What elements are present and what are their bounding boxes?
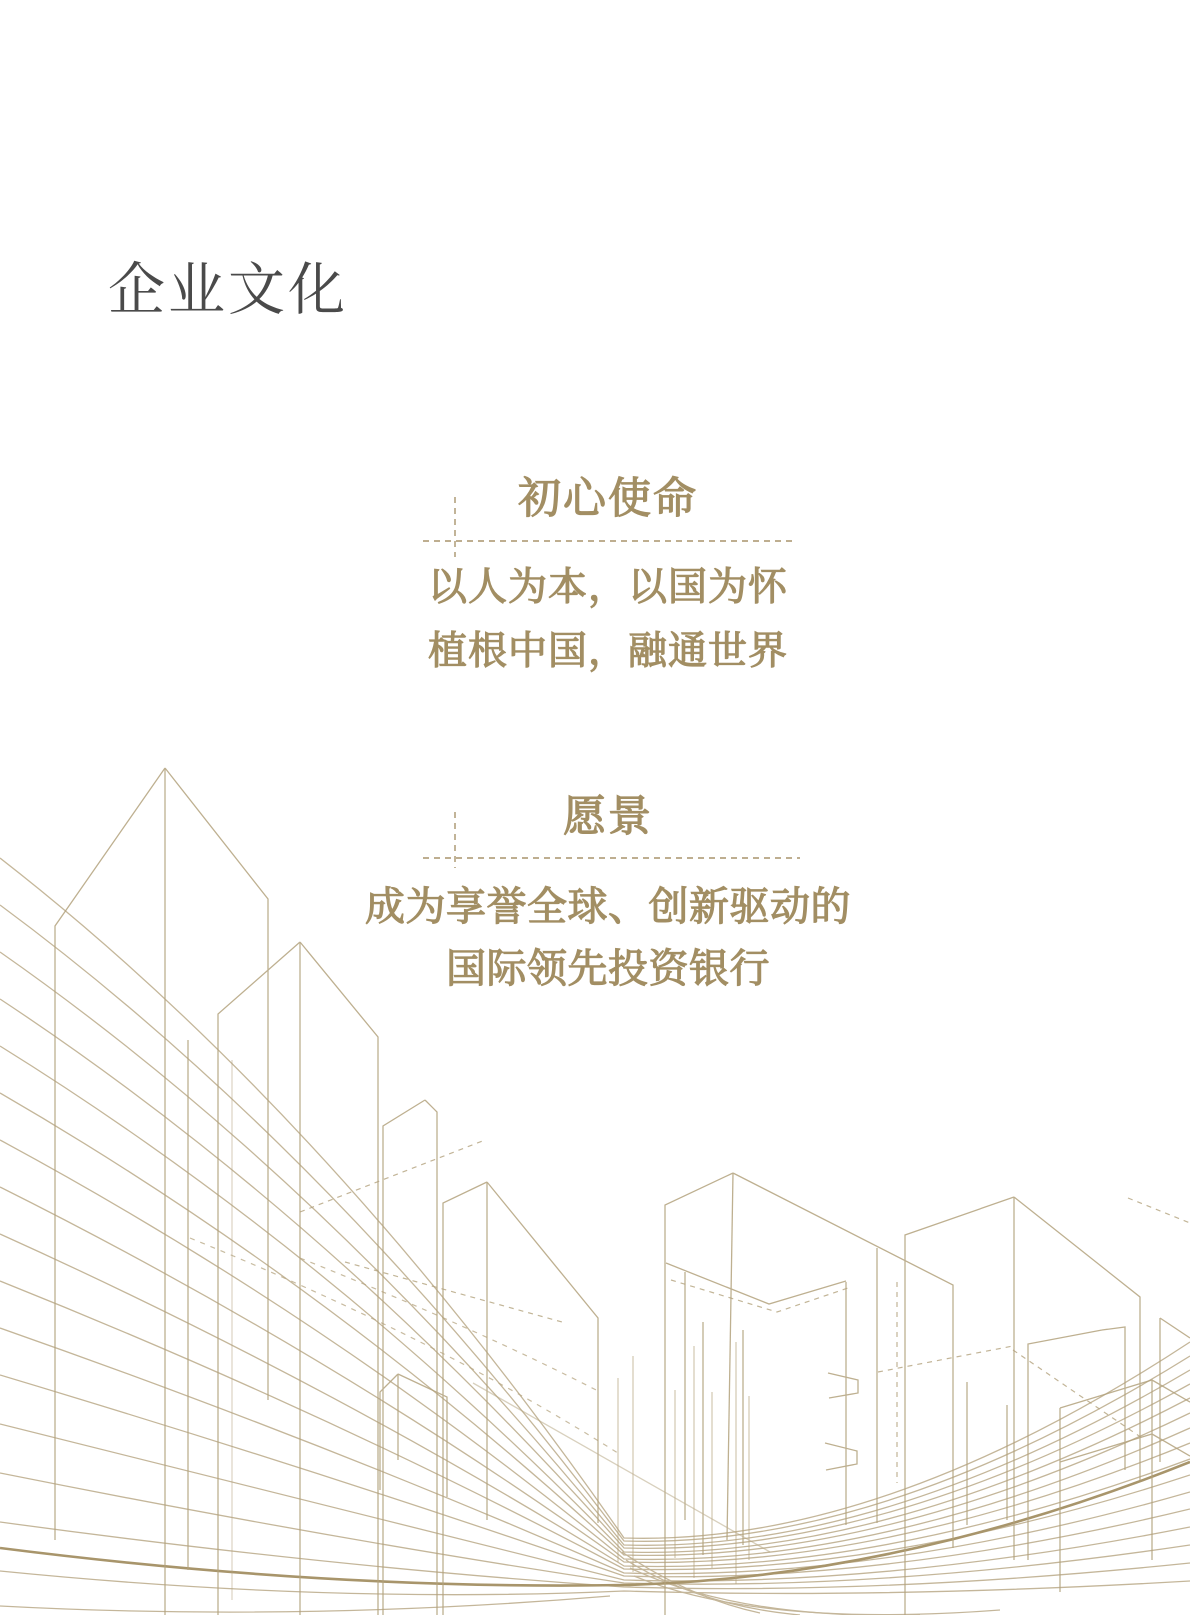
vision-statement bbox=[308, 876, 908, 1000]
page-title: 企业文化 bbox=[108, 259, 348, 323]
mission-line-1: 以人为本，以国为怀 bbox=[427, 566, 788, 609]
vision-heading: 愿景 bbox=[563, 794, 653, 841]
mission-statement bbox=[308, 556, 908, 684]
vision-line-1: 成为享誉全球、创新驱动的 bbox=[365, 884, 851, 929]
vision-line-2: 国际领先投资银行 bbox=[446, 946, 770, 991]
mission-heading: 初心使命 bbox=[518, 476, 698, 523]
mission-line-2: 植根中国，融通世界 bbox=[427, 630, 788, 673]
